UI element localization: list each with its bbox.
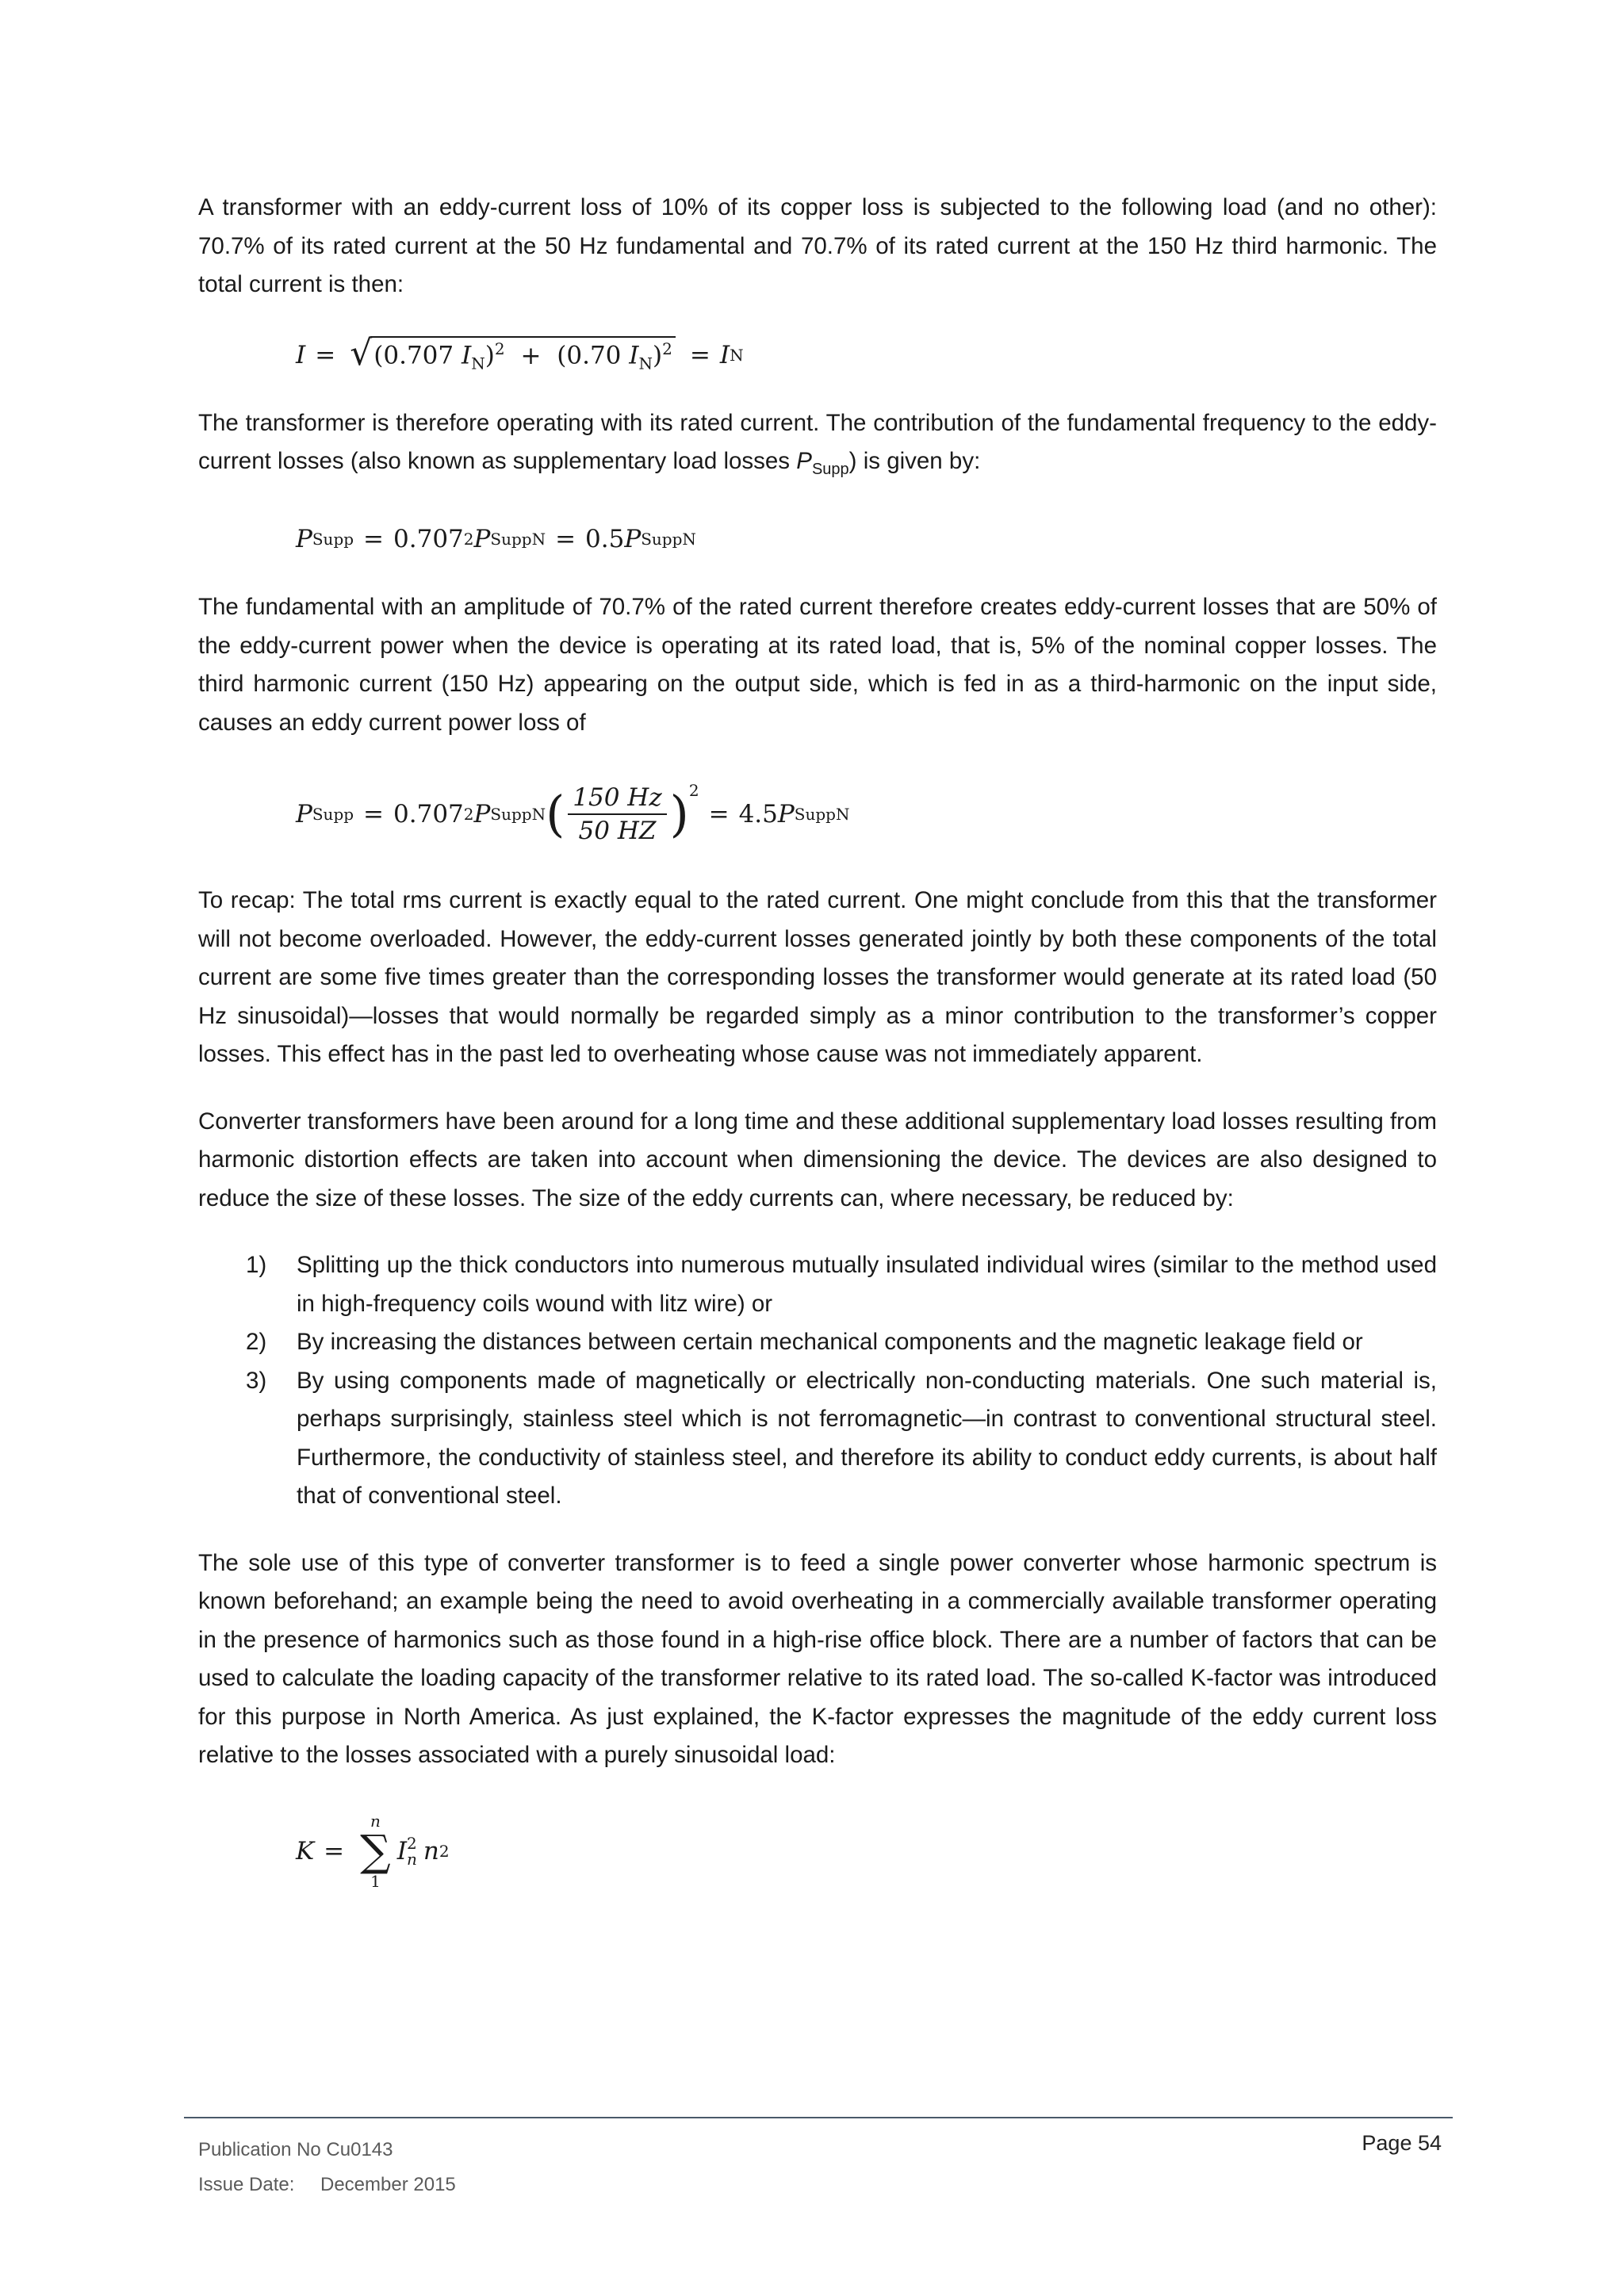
eq3-lhs-sub: Supp <box>312 805 354 825</box>
eq1-term2-close: ) <box>653 341 663 370</box>
eq1-rhs-var: I <box>719 340 730 369</box>
equation-third-harmonic-loss <box>296 771 1437 858</box>
eq2-lhs-sub: Supp <box>312 530 354 549</box>
paragraph-2 <box>198 404 1437 489</box>
eq3-paren-exp: 2 <box>688 781 699 801</box>
eq3-coef: 0.707 <box>393 800 464 829</box>
eq2-rhs-coef: 0.5 <box>585 525 625 554</box>
fraction-numerator: 150 Hz <box>568 783 666 815</box>
eq2-coef: 0.707 <box>393 525 464 554</box>
eq2-lhs-var: P <box>296 525 312 554</box>
sigma-icon: ∑ <box>360 1825 391 1876</box>
paragraph-2-symbol-sub: Supp <box>811 460 849 478</box>
list-item-text: By using components made of magnetically or electrically non-conducting materials. One such material is, perhaps surprisingly, stainless steel which is not ferromagnetic—in contrast to conventional structural steel. Furthermore, the conductivity of stainless steel, and therefore its ability to conduct eddy currents, is about half that of conventional steel. <box>297 1367 1437 1510</box>
square-root <box>350 333 676 374</box>
summation-lower-limit: 1 <box>370 1871 381 1891</box>
eq3-rhs-sub: SuppN <box>794 805 850 825</box>
eq3-equals: = <box>363 800 385 829</box>
radical-sign-icon: √ <box>350 333 373 374</box>
publication-number: Publication No Cu0143 <box>198 2139 393 2160</box>
paragraph-2-text-a: The transformer is therefore operating with its rated current. The contribution of the fundamental frequency to the eddy-current losses (also known as supplementary load losses <box>198 409 1437 474</box>
eq3-paren-close: ) <box>669 785 689 844</box>
footer-divider <box>184 2117 1453 2118</box>
eq2-rhs-var: P <box>624 525 642 554</box>
eq3-coef-exp: 2 <box>463 805 474 825</box>
eq1-term2-exp: 2 <box>662 339 672 359</box>
footer-publication-info <box>198 2133 456 2202</box>
eq2-var-sub: SuppN <box>490 530 546 549</box>
list-item <box>198 1362 1437 1516</box>
paragraph-1: A transformer with an eddy-current loss of 10% of its copper loss is subjected to the following load (and no other): 70.7% of its rated current at the 50 Hz fundamental and 70.7% of its rated current at the 150 Hz third harmonic. The total current is then: <box>198 194 1437 297</box>
equation-fundamental-loss <box>296 517 1437 561</box>
eq3-var-sub: SuppN <box>490 805 546 825</box>
list-item-text: By increasing the distances between certain mechanical components and the magnetic leakage field or <box>297 1329 1363 1356</box>
eq1-equals-2: = <box>689 340 710 369</box>
page-content <box>198 189 1437 1926</box>
list-item-number: 2) <box>246 1329 267 1356</box>
eq1-lhs: I <box>296 340 306 369</box>
list-item <box>198 1323 1437 1362</box>
eq1-term1-var: I <box>461 341 472 370</box>
eq1-term2-sub: N <box>638 354 653 373</box>
eq1-term2-var: I <box>629 341 639 370</box>
paragraph-2-symbol: P <box>796 448 812 474</box>
page-number: Page 54 <box>1362 2131 1442 2155</box>
eq1-plus: + <box>520 341 542 370</box>
eq2-equals: = <box>363 525 385 554</box>
paragraph-4: To recap: The total rms current is exactly equal to the rated current. One might conclude from this that the transformer will not become overloaded. However, the eddy-current losses generated jointly by both these components of the total current are some five times greater than the corresponding losses the transformer would generate at its rated load (50 Hz sinusoidal)—losses that would normally be regarded simply as a minor contribution to the transformer’s copper losses. This effect has in the past led to overheating whose cause was not immediately apparent. <box>198 887 1437 1068</box>
eq1-term1-close: ) <box>485 341 495 370</box>
equation-k-factor <box>296 1804 1437 1899</box>
eq1-rhs-sub: N <box>730 345 744 365</box>
eq4-var-exp: 2 <box>406 1833 417 1853</box>
eq4-var: I <box>396 1836 407 1866</box>
list-item-number: 3) <box>246 1367 267 1394</box>
eq3-paren-open: ( <box>546 785 565 844</box>
eq3-var: P <box>473 800 491 829</box>
eq4-equals: = <box>324 1836 345 1866</box>
issue-date-label: Issue Date: <box>198 2174 295 2195</box>
eq1-term1-sub: N <box>471 354 485 373</box>
eq1-term2-open: (0.70 <box>557 341 630 370</box>
eq1-term1-exp: 2 <box>494 339 505 359</box>
summation-upper-limit: n <box>370 1811 381 1831</box>
eq3-rhs-coef: 4.5 <box>738 800 778 829</box>
list-item <box>198 1246 1437 1323</box>
paragraph-6: The sole use of this type of converter transformer is to feed a single power converter whose harmonic spectrum is known beforehand; an example being the need to avoid overheating in a commercially available transformer operating in the presence of harmonics such as those found in a high-rise office block. There are a number of factors that can be used to calculate the loading capacity of the transformer relative to its rated load. The so-called K-factor was introduced for this purpose in North America. As just explained, the K-factor expresses the magnitude of the eddy current loss relative to the losses associated with a purely sinusoidal load: <box>198 1549 1437 1769</box>
paragraph-5: Converter transformers have been around for a long time and these additional supplementary load losses resulting from harmonic distortion effects are taken into account when dimensioning the device. The devices are also designed to reduce the size of these losses. The size of the eddy currents can, where necessary, be reduced by: <box>198 1108 1437 1211</box>
radicand <box>370 336 676 373</box>
eq3-equals-2: = <box>708 800 730 829</box>
eq2-var: P <box>473 525 491 554</box>
paragraph-2-text-b: ) is given by: <box>848 448 981 474</box>
eq3-rhs-var: P <box>777 800 795 829</box>
eq4-var-sub: n <box>406 1849 417 1869</box>
eq2-rhs-sub: SuppN <box>641 530 696 549</box>
eq3-lhs-var: P <box>296 800 312 829</box>
eq2-equals-2: = <box>555 525 576 554</box>
eq1-equals: = <box>315 340 336 369</box>
eq4-n: n <box>423 1836 439 1866</box>
eq4-lhs: K <box>296 1836 315 1866</box>
issue-date-value: December 2015 <box>320 2174 456 2195</box>
list-item-text: Splitting up the thick conductors into numerous mutually insulated individual wires (similar to the method used in high-frequency coils wound with litz wire) or <box>297 1252 1437 1317</box>
fraction-denominator: 50 HZ <box>578 817 657 846</box>
equation-total-current <box>296 333 1437 377</box>
eq4-var-scripts <box>407 1835 417 1867</box>
list-item-number: 1) <box>246 1252 267 1279</box>
paragraph-3: The fundamental with an amplitude of 70.7% of the rated current therefore creates eddy-current losses that are 50% of the eddy-current power when the device is operating at its rated load, that is, 5% of the nominal copper losses. The third harmonic current (150 Hz) appearing on the output side, which is fed in as a third-harmonic on the input side, causes an eddy current power loss of <box>198 594 1437 736</box>
issue-date-row <box>198 2168 456 2202</box>
eq4-n-exp: 2 <box>439 1841 450 1861</box>
summation <box>360 1812 391 1890</box>
eq1-term1-open: (0.707 <box>373 341 462 370</box>
reduction-methods-list <box>198 1246 1437 1516</box>
eq2-coef-exp: 2 <box>463 530 474 549</box>
frequency-ratio-fraction <box>568 783 666 845</box>
